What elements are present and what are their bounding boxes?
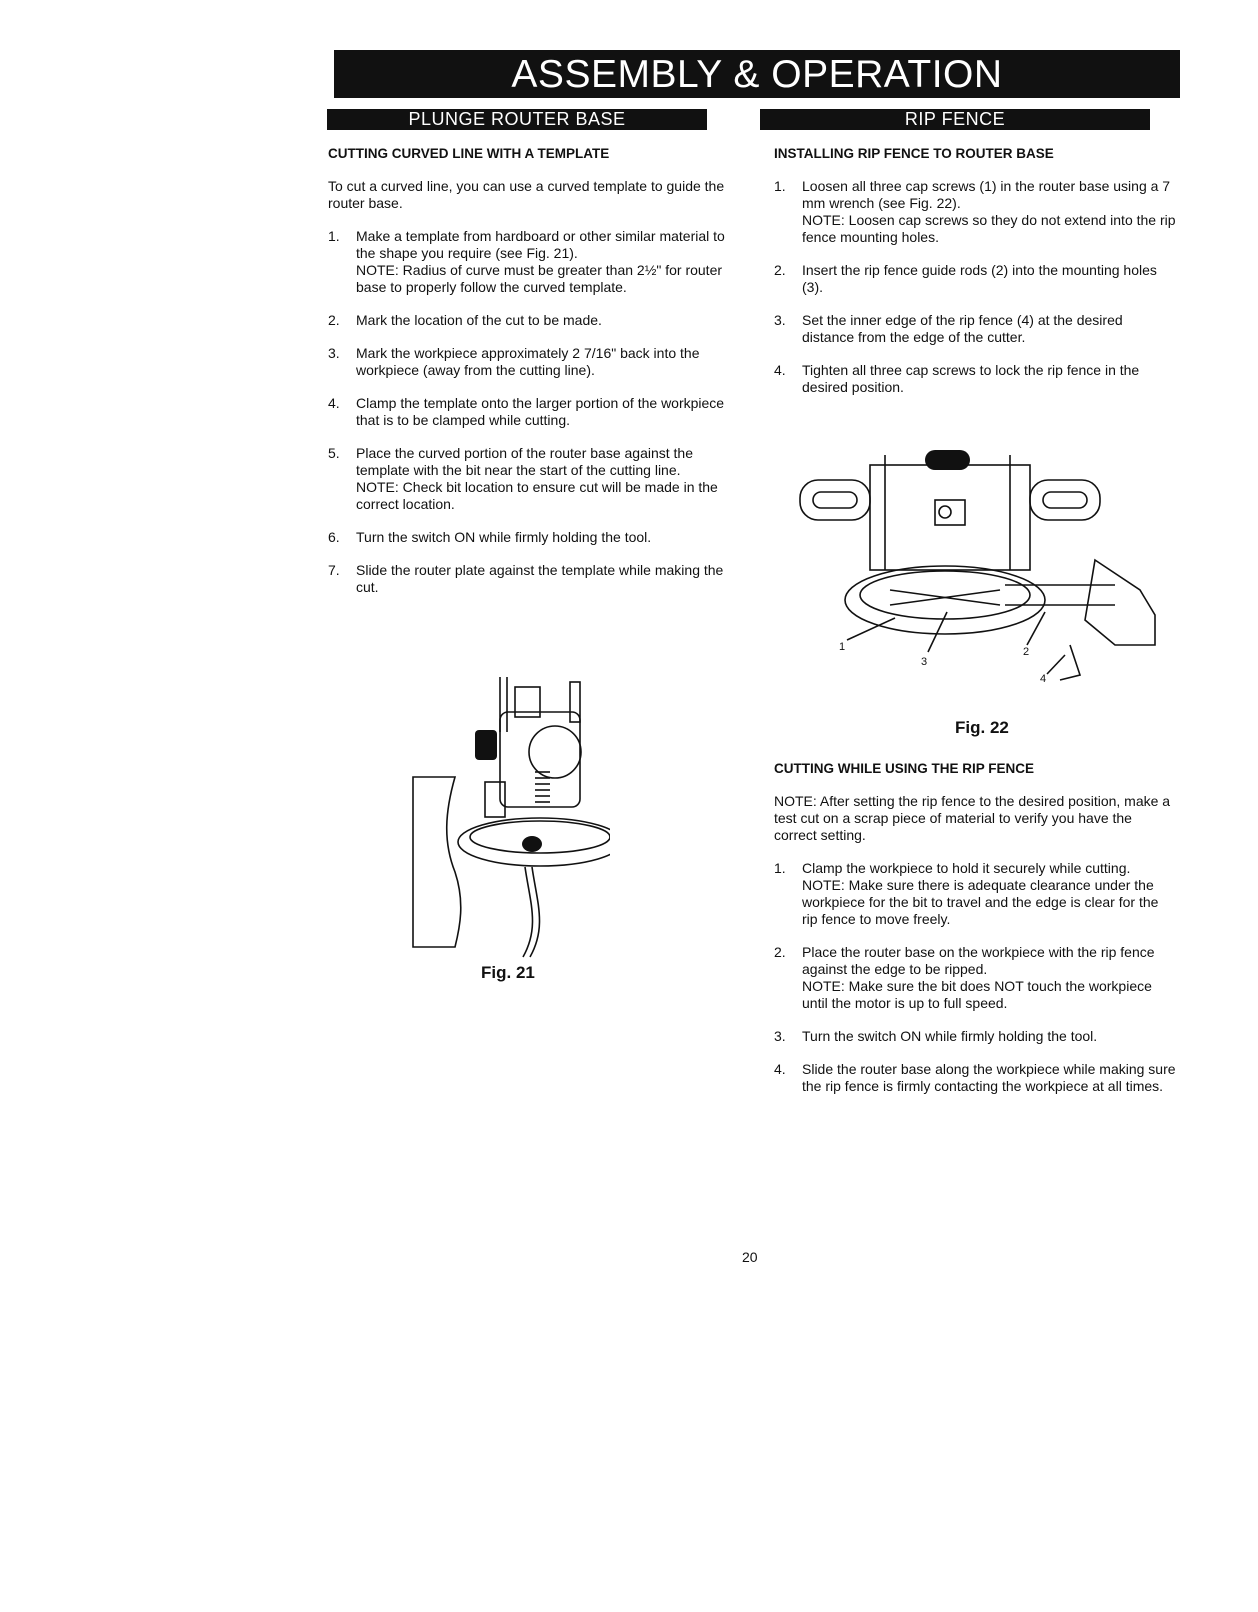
step-text: Slide the router plate against the template while making the cut. — [356, 562, 724, 595]
step-text: Tighten all three cap screws to lock the rip fence in the desired position. — [802, 362, 1140, 395]
step-body — [802, 1061, 1176, 1095]
list-item — [774, 362, 1176, 396]
step-text: Make a template from hardboard or other similar material to the shape you require (see Fig. 21). — [356, 228, 725, 261]
rip-fence — [1085, 560, 1155, 645]
right-handle — [1030, 480, 1100, 520]
step-note: NOTE: Loosen cap screws so they do not extend into the rip fence mounting holes. — [802, 212, 1176, 245]
right-column-top — [774, 145, 1176, 412]
fig-21-caption: Fig. 21 — [481, 963, 535, 982]
step-note: NOTE: Radius of curve must be greater than 2½" for router base to properly follow the curved template. — [356, 262, 723, 295]
list-item — [328, 345, 728, 379]
list-item — [328, 312, 728, 329]
step-body — [802, 944, 1176, 1012]
step-number: 1. — [774, 178, 786, 194]
step-number: 2. — [328, 312, 340, 328]
step-number: 4. — [774, 1061, 786, 1077]
step-number: 1. — [328, 228, 340, 244]
step-body — [356, 395, 728, 429]
step-number: 2. — [774, 262, 786, 278]
list-item — [328, 395, 728, 429]
subhead-cutting-with-rip-fence: CUTTING WHILE USING THE RIP FENCE — [774, 761, 1035, 776]
list-item — [774, 860, 1176, 928]
step-text: Mark the location of the cut to be made. — [356, 312, 602, 328]
list-item — [774, 312, 1176, 346]
list-item — [774, 944, 1176, 1012]
left-steps-list — [328, 228, 728, 596]
step-note: NOTE: Check bit location to ensure cut will be made in the correct location. — [356, 479, 718, 512]
page-number: 20 — [742, 1249, 758, 1265]
callout-4: 4 — [1040, 673, 1047, 685]
step-text: Clamp the template onto the larger portion of the workpiece that is to be clamped while cutting. — [356, 395, 725, 428]
section-header-plunge-router-base: PLUNGE ROUTER BASE — [327, 109, 707, 130]
step-body — [356, 228, 728, 296]
step-body — [802, 262, 1176, 296]
page-title: ASSEMBLY & OPERATION — [334, 50, 1180, 98]
step-text: Loosen all three cap screws (1) in the router base using a 7 mm wrench (see Fig. 22). — [802, 178, 1171, 211]
template-shape — [413, 777, 461, 947]
fig-22-caption: Fig. 22 — [955, 718, 1009, 737]
list-item — [774, 262, 1176, 296]
step-number: 1. — [774, 860, 786, 876]
step-text: Turn the switch ON while firmly holding the tool. — [802, 1028, 1098, 1044]
right-steps-list — [774, 178, 1176, 396]
step-body — [802, 1028, 1176, 1045]
step-text: Slide the router base along the workpiece while making sure the rip fence is firmly contacting the workpiece at all times. — [802, 1061, 1176, 1094]
step-number: 3. — [774, 1028, 786, 1044]
step-body — [802, 178, 1176, 246]
step-body — [356, 312, 728, 329]
list-item — [328, 529, 728, 546]
right-column-bottom — [774, 760, 1176, 1111]
step-body — [802, 362, 1176, 396]
left-handle — [800, 480, 870, 520]
step-text: Mark the workpiece approximately 2 7/16" back into the workpiece (away from the cutting line). — [356, 345, 700, 378]
router-body — [870, 465, 1030, 570]
step-text: Insert the rip fence guide rods (2) into the mounting holes (3). — [802, 262, 1157, 295]
list-item — [328, 445, 728, 513]
list-item — [774, 1061, 1176, 1095]
step-number: 7. — [328, 562, 340, 578]
section-header-rip-fence: RIP FENCE — [760, 109, 1150, 130]
callout-3: 3 — [921, 656, 928, 668]
list-item — [328, 228, 728, 296]
step-text: Place the curved portion of the router base against the template with the bit near the start of the cutting line. — [356, 445, 693, 478]
step-number: 2. — [774, 944, 786, 960]
list-item — [774, 1028, 1176, 1045]
step-body — [356, 345, 728, 379]
rip-fence-intro-note: NOTE: After setting the rip fence to the desired position, make a test cut on a scrap piece of material to verify you have the correct setting. — [774, 793, 1171, 843]
right-steps2-list — [774, 860, 1176, 1095]
step-text: Turn the switch ON while firmly holding the tool. — [356, 529, 652, 545]
subhead-installing-rip-fence: INSTALLING RIP FENCE TO ROUTER BASE — [774, 146, 1054, 161]
fig-22-rip-fence-illustration — [795, 440, 1165, 685]
step-body — [356, 445, 728, 513]
step-note: NOTE: Make sure the bit does NOT touch the workpiece until the motor is up to full speed. — [802, 978, 1152, 1011]
step-body — [356, 562, 728, 596]
step-body — [802, 860, 1176, 928]
step-number: 6. — [328, 529, 340, 545]
left-column — [328, 145, 728, 612]
intro-paragraph: To cut a curved line, you can use a curved template to guide the router base. — [328, 178, 725, 211]
motor-housing — [500, 712, 580, 807]
step-number: 4. — [328, 395, 340, 411]
subhead-cutting-curved-line: CUTTING CURVED LINE WITH A TEMPLATE — [328, 146, 610, 161]
step-number: 3. — [328, 345, 340, 361]
step-note: NOTE: Make sure there is adequate clearance under the workpiece for the bit to travel and the edge is clear for the rip fence to move freely. — [802, 877, 1159, 927]
step-body — [802, 312, 1176, 346]
router-base — [845, 566, 1045, 634]
step-body — [356, 529, 728, 546]
callout-2: 2 — [1023, 646, 1030, 658]
step-text: Set the inner edge of the rip fence (4) at the desired distance from the edge of the cutter. — [802, 312, 1123, 345]
step-number: 5. — [328, 445, 340, 461]
fig-21-router-template-illustration — [405, 672, 610, 972]
step-text: Place the router base on the workpiece with the rip fence against the edge to be ripped. — [802, 944, 1155, 977]
step-number: 3. — [774, 312, 786, 328]
callout-1: 1 — [839, 641, 846, 653]
step-text: Clamp the workpiece to hold it securely while cutting. — [802, 860, 1131, 876]
list-item — [774, 178, 1176, 246]
step-number: 4. — [774, 362, 786, 378]
list-item — [328, 562, 728, 596]
